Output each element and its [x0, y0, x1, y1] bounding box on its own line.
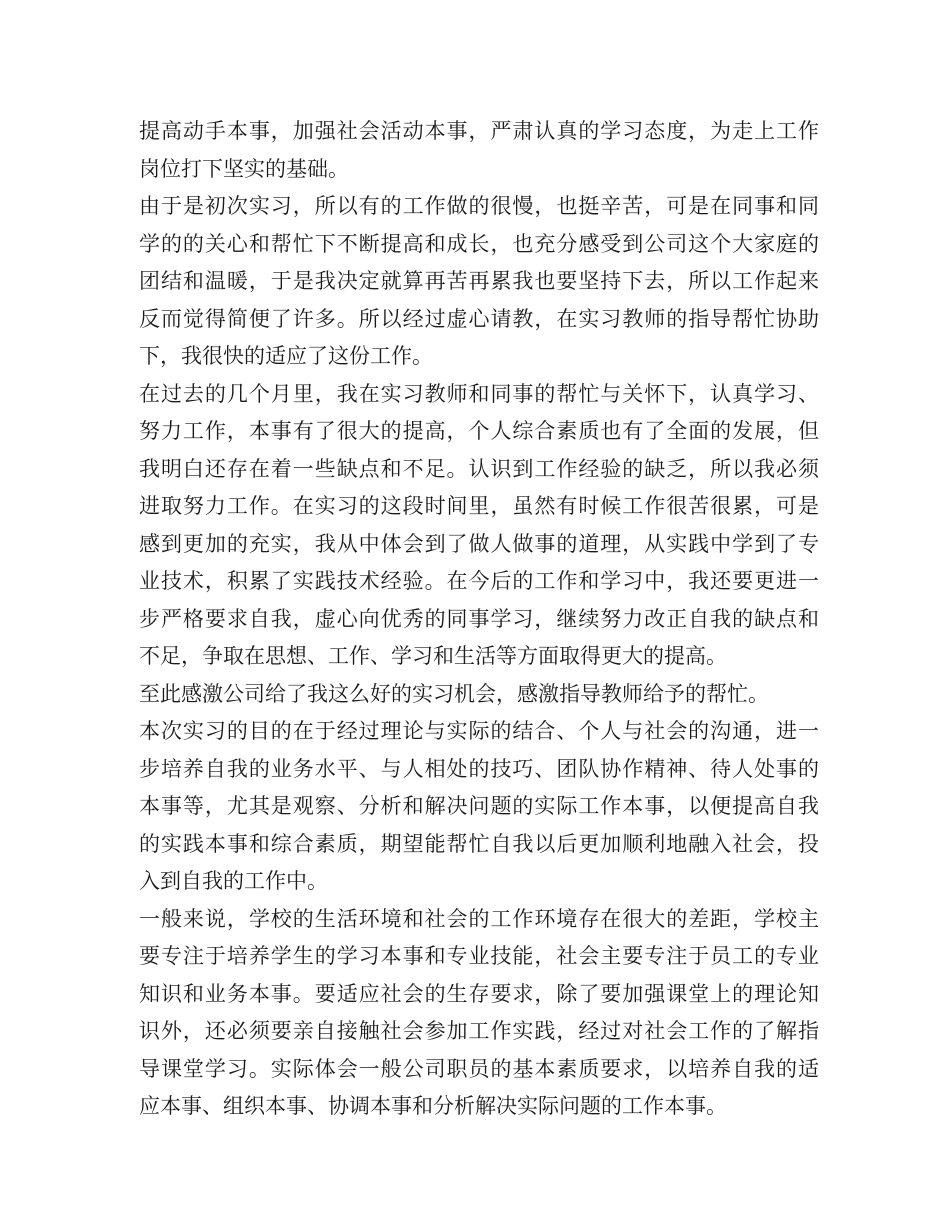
- text-line: 感到更加的充实，我从中体会到了做人做事的道理，从实践中学到了专: [139, 531, 819, 556]
- text-line: 提高动手本事，加强社会活动本事，严肃认真的学习态度，为走上工作: [139, 119, 819, 143]
- text-line: 反而觉得简便了许多。所以经过虚心请教，在实习教师的指导帮忙协助: [139, 306, 819, 331]
- text-line: 我明白还存在着一些缺点和不足。认识到工作经验的缺乏，所以我必须: [139, 456, 819, 481]
- text-line: 业技术，积累了实践技术经验。在今后的工作和学习中，我还要更进一: [139, 569, 819, 593]
- paragraph: [139, 901, 819, 1126]
- text-line: 的实践本事和综合素质，期望能帮忙自我以后更加顺利地融入社会，投: [139, 831, 819, 856]
- paragraph: [139, 713, 819, 901]
- text-line: 步严格要求自我，虚心向优秀的同事学习，继续努力改正自我的缺点和: [139, 606, 819, 631]
- text-line: 不足，争取在思想、工作、学习和生活等方面取得更大的提高。: [139, 644, 727, 668]
- text-line: 进取努力工作。在实习的这段时间里，虽然有时候工作很苦很累，可是: [139, 494, 819, 518]
- text-line: 本次实习的目的在于经过理论与实际的结合、个人与社会的沟通，进一: [139, 719, 819, 743]
- text-line: 由于是初次实习，所以有的工作做的很慢，也挺辛苦，可是在同事和同: [139, 194, 819, 218]
- paragraph: [139, 676, 819, 714]
- document-body: [139, 113, 819, 1126]
- text-line: 在过去的几个月里，我在实习教师和同事的帮忙与关怀下，认真学习、: [139, 381, 819, 406]
- text-line: 识外，还必须要亲自接触社会参加工作实践，经过对社会工作的了解指: [139, 1019, 819, 1043]
- text-line: 知识和业务本事。要适应社会的生存要求，除了要加强课堂上的理论知: [139, 981, 819, 1006]
- paragraph: [139, 376, 819, 676]
- text-line: 岗位打下坚实的基础。: [139, 156, 349, 181]
- text-line: 要专注于培养学生的学习本事和专业技能，社会主要专注于员工的专业: [139, 944, 819, 968]
- text-line: 本事等，尤其是观察、分析和解决问题的实际工作本事，以便提高自我: [139, 794, 819, 818]
- text-line: 应本事、组织本事、协调本事和分析解决实际问题的工作本事。: [139, 1094, 727, 1118]
- text-line: 团结和温暖，于是我决定就算再苦再累我也要坚持下去，所以工作起来: [139, 269, 819, 293]
- text-line: 导课堂学习。实际体会一般公司职员的基本素质要求，以培养自我的适: [139, 1056, 819, 1081]
- text-line: 步培养自我的业务水平、与人相处的技巧、团队协作精神、待人处事的: [139, 756, 819, 781]
- text-line: 学的的关心和帮忙下不断提高和成长，也充分感受到公司这个大家庭的: [139, 231, 819, 256]
- paragraph: [139, 188, 819, 376]
- text-line: 努力工作，本事有了很大的提高，个人综合素质也有了全面的发展，但: [139, 419, 819, 443]
- text-line: 一般来说，学校的生活环境和社会的工作环境存在很大的差距，学校主: [139, 906, 819, 931]
- text-line: 入到自我的工作中。: [139, 869, 328, 893]
- text-line: 至此感激公司给了我这么好的实习机会，感激指导教师给予的帮忙。: [139, 681, 769, 706]
- paragraph: [139, 113, 819, 188]
- text-line: 下，我很快的适应了这份工作。: [139, 344, 433, 368]
